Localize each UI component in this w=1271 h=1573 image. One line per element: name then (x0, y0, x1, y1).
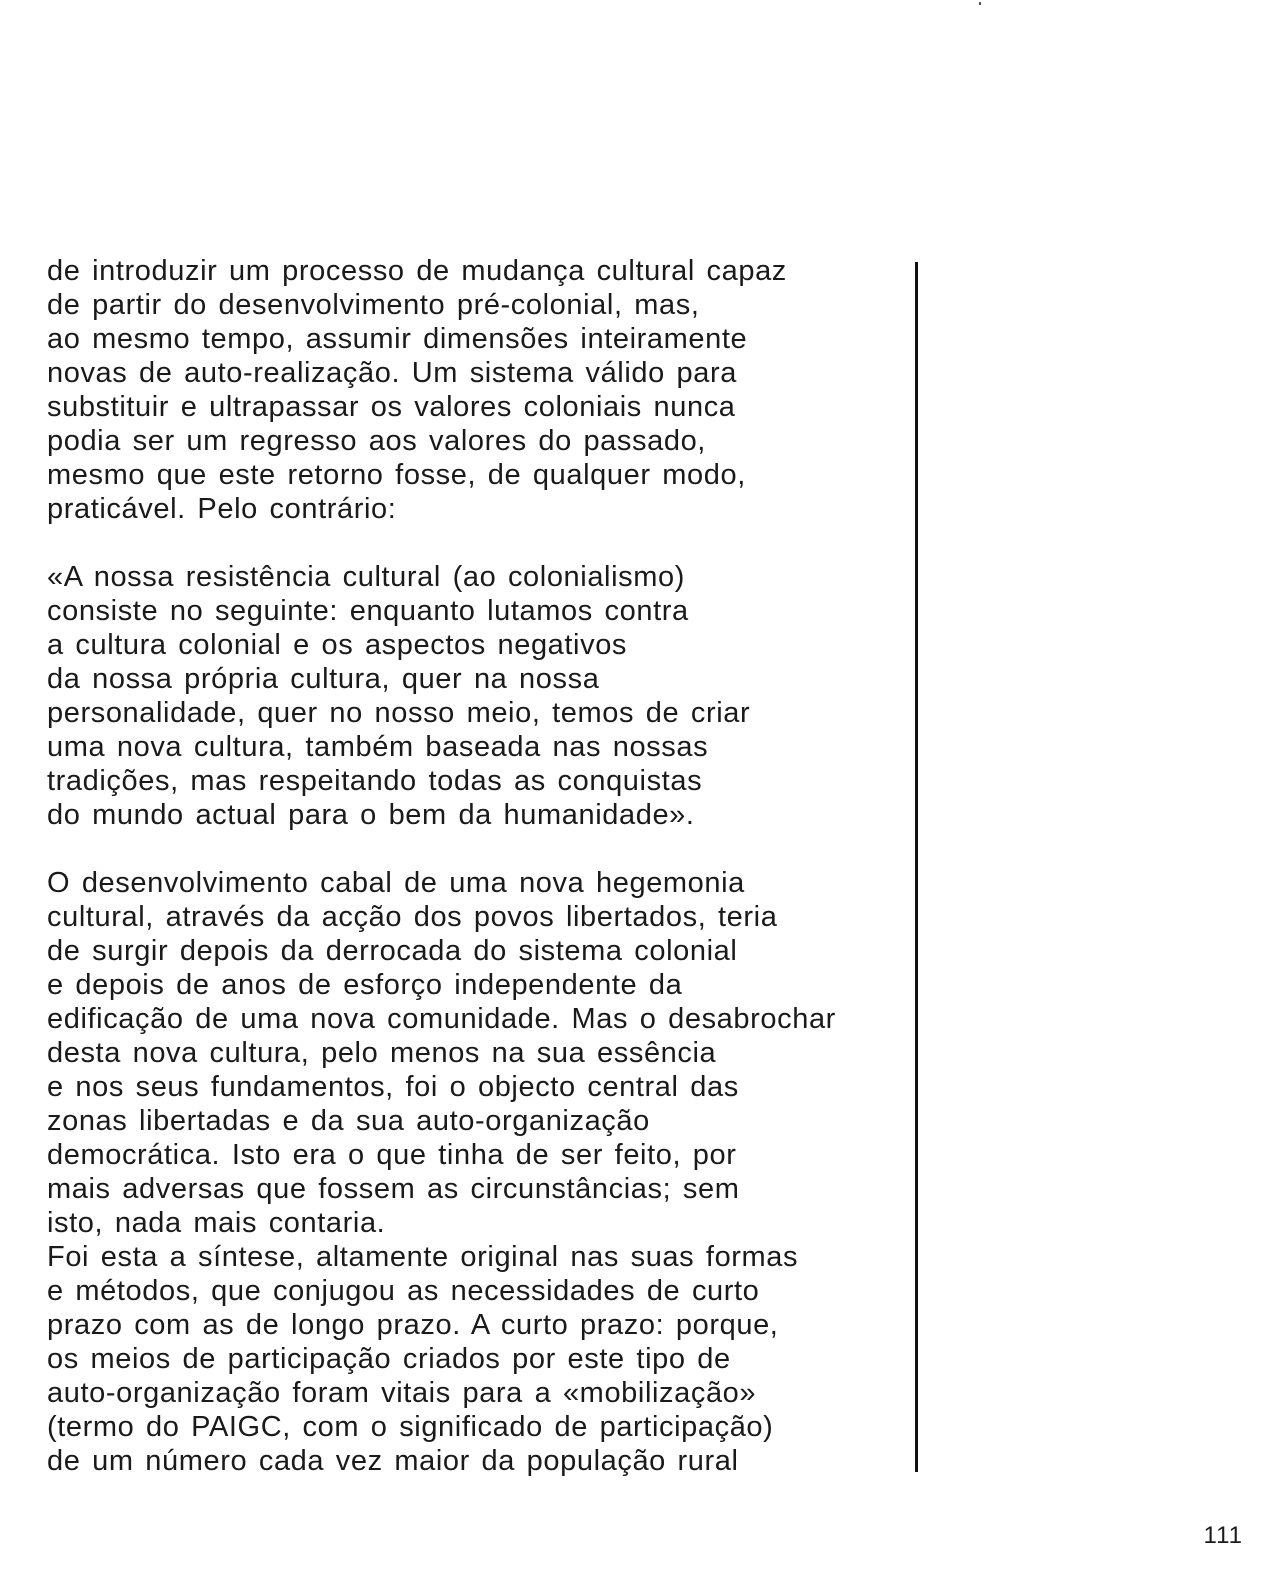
page-number: 111 (1203, 1522, 1243, 1549)
text-line: consiste no seguinte: enquanto lutamos contra (47, 595, 689, 627)
paragraph-gap (47, 832, 907, 866)
text-line: substituir e ultrapassar os valores coloniais nunca (47, 391, 736, 423)
text-line: desta nova cultura, pelo menos na sua essência (47, 1037, 717, 1069)
scan-speck (979, 2, 981, 5)
text-line: zonas libertadas e da sua auto-organização (47, 1105, 650, 1137)
body-text (47, 254, 907, 1478)
text-line: e nos seus fundamentos, foi o objecto central das (47, 1071, 739, 1103)
text-line: e métodos, que conjugou as necessidades de curto (47, 1275, 760, 1307)
text-line: de surgir depois da derrocada do sistema colonial (47, 935, 738, 967)
text-line: «A nossa resistência cultural (ao colonialismo) (47, 561, 685, 593)
text-line: praticável. Pelo contrário: (47, 493, 397, 525)
text-line: edificação de uma nova comunidade. Mas o desabrochar (47, 1003, 836, 1035)
text-line: novas de auto-realização. Um sistema válido para (47, 357, 737, 389)
text-line: tradições, mas respeitando todas as conquistas (47, 765, 703, 797)
text-line: e depois de anos de esforço independente da (47, 969, 683, 1001)
text-line: os meios de participação criados por este tipo de (47, 1343, 731, 1375)
text-line: (termo do PAIGC, com o significado de participação) (47, 1411, 774, 1443)
text-line: do mundo actual para o bem da humanidade». (47, 799, 695, 831)
text-line: isto, nada mais contaria. (47, 1207, 386, 1239)
margin-rule (915, 262, 918, 1472)
text-line: Foi esta a síntese, altamente original nas suas formas (47, 1241, 799, 1273)
text-line: uma nova cultura, também baseada nas nossas (47, 731, 709, 763)
text-line: auto-organização foram vitais para a «mobilização» (47, 1377, 757, 1409)
text-line: a cultura colonial e os aspectos negativos (47, 629, 628, 661)
paragraph-1 (47, 254, 907, 526)
text-line: ao mesmo tempo, assumir dimensões inteiramente (47, 323, 748, 355)
text-line: de um número cada vez maior da população rural (47, 1445, 739, 1477)
quotation-paragraph (47, 560, 907, 832)
text-line: cultural, através da acção dos povos libertados, teria (47, 901, 778, 933)
text-line: prazo com as de longo prazo. A curto prazo: porque, (47, 1309, 779, 1341)
text-line: da nossa própria cultura, quer na nossa (47, 663, 600, 695)
text-line: de partir do desenvolvimento pré-colonial, mas, (47, 289, 700, 321)
text-line: O desenvolvimento cabal de uma nova hegemonia (47, 867, 745, 899)
paragraph-4 (47, 1240, 907, 1478)
text-line: mesmo que este retorno fosse, de qualquer modo, (47, 459, 746, 491)
text-line: mais adversas que fossem as circunstâncias; sem (47, 1173, 740, 1205)
paragraph-3 (47, 866, 907, 1240)
text-line: de introduzir um processo de mudança cultural capaz (47, 255, 787, 287)
text-line: podia ser um regresso aos valores do passado, (47, 425, 706, 457)
paragraph-gap (47, 526, 907, 560)
text-line: democrática. Isto era o que tinha de ser feito, por (47, 1139, 737, 1171)
text-line: personalidade, quer no nosso meio, temos de criar (47, 697, 751, 729)
